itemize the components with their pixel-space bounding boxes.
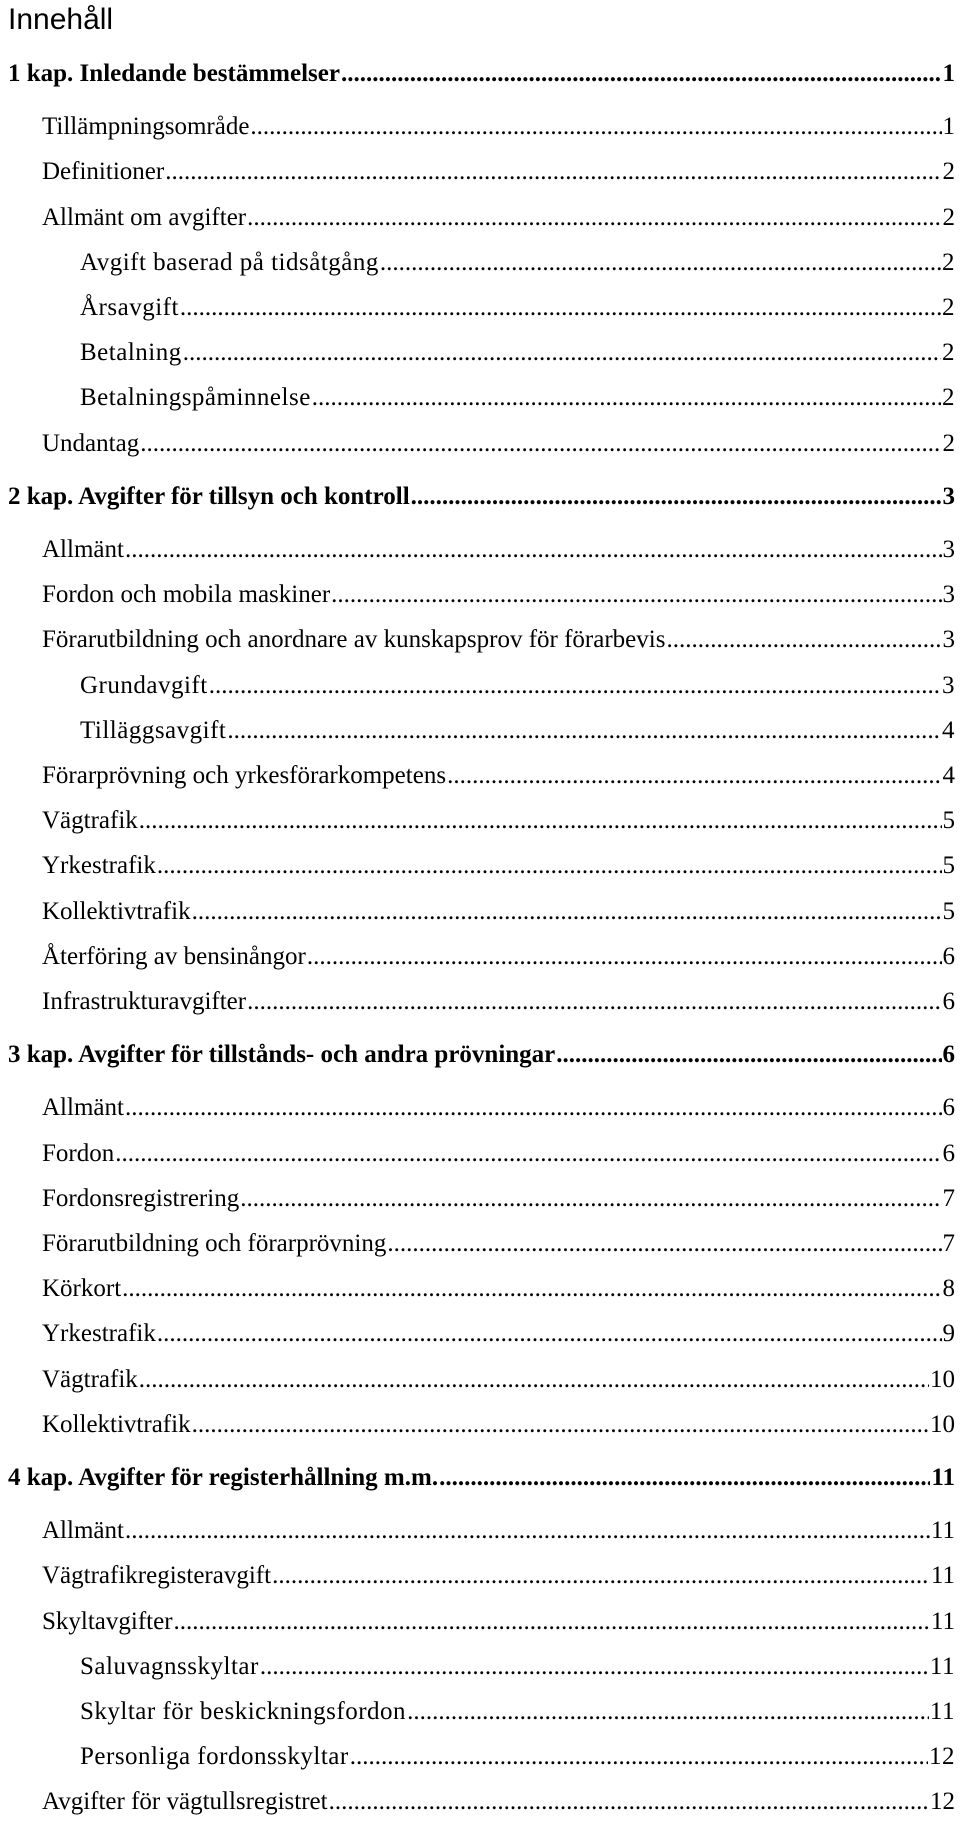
toc-section-entry[interactable] <box>42 1316 955 1352</box>
toc-page-number: 11 <box>930 1607 955 1635</box>
toc-page-number: 11 <box>929 1652 955 1680</box>
toc-chapter-entry[interactable] <box>8 1460 955 1496</box>
toc-entry-label: Yrkestrafik <box>42 1320 156 1348</box>
toc-chapter-entry[interactable] <box>8 56 955 92</box>
toc-entry-label: Skyltar för beskickningsfordon <box>80 1698 407 1725</box>
toc-page-number: 6 <box>942 1139 955 1167</box>
toc-page-number: 2 <box>942 294 955 321</box>
toc-page-number: 2 <box>942 339 955 367</box>
toc-page-number: 5 <box>942 852 955 880</box>
toc-page-number: 6 <box>942 1094 955 1122</box>
toc-dot-leader <box>439 1460 930 1496</box>
toc-section-entry[interactable] <box>42 1407 955 1443</box>
toc-section-entry[interactable] <box>42 622 955 658</box>
toc-entry-label: Skyltavgifter <box>42 1607 173 1635</box>
toc-dot-leader <box>350 1739 928 1775</box>
toc-entry-label: Definitioner <box>42 158 165 186</box>
toc-section-entry[interactable] <box>42 758 955 794</box>
toc-section-entry[interactable] <box>42 532 955 568</box>
toc-subsection-entry[interactable] <box>80 1739 955 1775</box>
toc-entry-label: Fordonsregistrering <box>42 1184 240 1212</box>
toc-subsection-entry[interactable] <box>80 335 955 371</box>
toc-dot-leader <box>250 109 941 145</box>
toc-page-number: 11 <box>930 1562 955 1590</box>
toc-subsection-entry[interactable] <box>80 713 955 749</box>
toc-page-number: 6 <box>942 942 955 970</box>
toc-dot-leader <box>387 1226 941 1262</box>
toc-entry-label: Allmänt <box>42 1517 124 1545</box>
toc-dot-leader <box>380 245 941 281</box>
toc-entry-label: Yrkestrafik <box>42 852 156 880</box>
toc-entry-label: Grundavgift <box>80 671 208 699</box>
toc-page-number: 5 <box>942 807 955 835</box>
toc-dot-leader <box>165 154 941 190</box>
toc-dot-leader <box>125 1090 942 1126</box>
toc-entry-label: Allmänt <box>42 1094 124 1122</box>
toc-section-entry[interactable] <box>42 1181 955 1217</box>
toc-page-number: 3 <box>942 626 955 654</box>
toc-subsection-entry[interactable] <box>80 290 955 326</box>
toc-dot-leader <box>125 1513 930 1549</box>
toc-page-number: 3 <box>942 671 955 699</box>
toc-dot-leader <box>139 803 942 839</box>
toc-dot-leader <box>192 894 942 930</box>
toc-dot-leader <box>139 1362 929 1398</box>
toc-entry-label: Saluvagnsskyltar <box>80 1652 259 1680</box>
toc-page-number: 4 <box>942 762 955 789</box>
toc-section-entry[interactable] <box>42 1362 955 1398</box>
toc-entry-label: 4 kap. Avgifter för registerhållning m.m. <box>8 1464 439 1491</box>
toc-subsection-entry[interactable] <box>80 668 955 704</box>
toc-entry-label: 2 kap. Avgifter för tillsyn och kontroll <box>8 482 410 510</box>
toc-dot-leader <box>157 848 942 884</box>
toc-dot-leader <box>125 532 942 568</box>
toc-subsection-entry[interactable] <box>80 380 955 416</box>
toc-entry-label: Vägtrafik <box>42 1365 138 1393</box>
toc-dot-leader <box>411 479 942 515</box>
toc-dot-leader <box>115 1136 941 1172</box>
toc-dot-leader <box>122 1271 941 1307</box>
toc-section-entry[interactable] <box>42 1604 955 1640</box>
toc-entry-label: Kollektivtrafik <box>42 897 191 925</box>
toc-entry-label: Allmänt om avgifter <box>42 203 247 231</box>
toc-section-entry[interactable] <box>42 577 955 613</box>
toc-entry-label: Undantag <box>42 429 140 457</box>
toc-subsection-entry[interactable] <box>80 245 955 281</box>
toc-dot-leader <box>180 290 941 326</box>
toc-entry-label: Fordon och mobila maskiner <box>42 581 331 609</box>
toc-page-number: 10 <box>930 1365 955 1393</box>
toc-page-number: 6 <box>942 988 955 1015</box>
toc-entry-label: Betalning <box>80 339 182 367</box>
toc-entry-label: Personliga fordonsskyltar <box>80 1743 349 1771</box>
toc-dot-leader <box>272 1558 930 1594</box>
toc-section-entry[interactable] <box>42 109 955 145</box>
toc-dot-leader <box>227 713 941 749</box>
toc-title: Innehåll <box>8 3 114 36</box>
toc-entry-label: Avgifter för vägtullsregistret <box>42 1788 328 1816</box>
toc-section-entry[interactable] <box>42 1784 955 1820</box>
toc-section-entry[interactable] <box>42 426 955 462</box>
toc-entry-label: Återföring av bensinångor <box>42 942 306 970</box>
toc-dot-leader <box>209 668 941 704</box>
toc-page-number: 11 <box>931 1464 955 1491</box>
toc-section-entry[interactable] <box>42 1090 955 1126</box>
toc-page-number: 12 <box>930 1788 955 1816</box>
toc-dot-leader <box>407 1694 929 1730</box>
toc-entry-label: Förarutbildning och anordnare av kunskapsprov för förarbevis <box>42 626 666 654</box>
toc-page-number: 5 <box>942 897 955 925</box>
toc-entry-label: Avgift baserad på tidsåtgång <box>80 248 379 276</box>
toc-entry-label: Tilläggsavgift <box>80 716 227 744</box>
toc-page-number: 2 <box>942 248 955 276</box>
toc-section-entry[interactable] <box>42 1558 955 1594</box>
toc-page-number: 6 <box>942 1041 955 1069</box>
toc-dot-leader <box>247 984 941 1020</box>
toc-dot-leader <box>247 200 941 236</box>
toc-entry-label: Årsavgift <box>80 294 179 321</box>
toc-page-number: 12 <box>929 1743 955 1771</box>
toc-page-number: 4 <box>942 716 955 744</box>
toc-dot-leader <box>312 380 941 416</box>
toc-page-number: 3 <box>942 581 955 609</box>
toc-section-entry[interactable] <box>42 1513 955 1549</box>
toc-entry-label: Kollektivtrafik <box>42 1410 191 1438</box>
toc-page-number: 8 <box>942 1275 955 1303</box>
toc-section-entry[interactable] <box>42 894 955 930</box>
toc-section-entry[interactable] <box>42 803 955 839</box>
toc-dot-leader <box>556 1037 941 1073</box>
toc-section-entry[interactable] <box>42 154 955 190</box>
toc-entry-label: Tillämpningsområde <box>42 113 250 141</box>
toc-dot-leader <box>329 1784 929 1820</box>
toc-page-number: 3 <box>942 536 955 563</box>
toc-entry-label: Betalningspåminnelse <box>80 384 311 412</box>
toc-section-entry[interactable] <box>42 848 955 884</box>
toc-entry-label: Förarprövning och yrkesförarkompetens <box>42 762 447 789</box>
toc-page-number: 1 <box>942 60 955 87</box>
toc-section-entry[interactable] <box>42 1136 955 1172</box>
toc-section-entry[interactable] <box>42 984 955 1020</box>
toc-page-number: 10 <box>930 1410 955 1438</box>
toc-dot-leader <box>447 758 941 794</box>
toc-page-number: 7 <box>942 1230 955 1257</box>
toc-page-number: 2 <box>942 384 955 412</box>
toc-dot-leader <box>666 622 941 658</box>
toc-dot-leader <box>307 939 942 975</box>
toc-page-number: 11 <box>929 1698 955 1725</box>
toc-entry-label: Förarutbildning och förarprövning <box>42 1230 387 1257</box>
toc-subsection-entry[interactable] <box>80 1694 955 1730</box>
toc-entry-label: Infrastrukturavgifter <box>42 988 247 1015</box>
toc-page-number: 1 <box>942 113 955 141</box>
toc-entry-label: 3 kap. Avgifter för tillstånds- och andra prövningar <box>8 1041 556 1069</box>
toc-chapter-entry[interactable] <box>8 1037 955 1073</box>
toc-dot-leader <box>240 1181 941 1217</box>
toc-entry-label: 1 kap. Inledande bestämmelser <box>8 60 340 87</box>
toc-section-entry[interactable] <box>42 1226 955 1262</box>
toc-page-number: 2 <box>942 158 955 186</box>
toc-subsection-entry[interactable] <box>80 1649 955 1685</box>
toc-dot-leader <box>260 1649 929 1685</box>
toc-page-number: 7 <box>942 1184 955 1212</box>
toc-dot-leader <box>157 1316 942 1352</box>
toc-dot-leader <box>192 1407 929 1443</box>
toc-dot-leader <box>183 335 941 371</box>
toc-entry-label: Allmänt <box>42 536 124 563</box>
toc-entry-label: Körkort <box>42 1275 122 1303</box>
toc-page-number: 9 <box>942 1320 955 1348</box>
toc-section-entry[interactable] <box>42 200 955 236</box>
toc-chapter-entry[interactable] <box>8 479 955 515</box>
toc-page-number: 2 <box>942 203 955 231</box>
toc-entry-label: Vägtrafik <box>42 807 138 835</box>
toc-section-entry[interactable] <box>42 1271 955 1307</box>
toc-dot-leader <box>174 1604 930 1640</box>
toc-dot-leader <box>331 577 941 613</box>
toc-entry-label: Fordon <box>42 1139 115 1167</box>
toc-dot-leader <box>341 56 942 92</box>
toc-page-number: 3 <box>942 482 955 510</box>
toc-entry-label: Vägtrafikregisteravgift <box>42 1562 272 1590</box>
toc-dot-leader <box>140 426 941 462</box>
toc-section-entry[interactable] <box>42 939 955 975</box>
toc-page-number: 11 <box>930 1517 955 1545</box>
toc-page-number: 2 <box>942 429 955 457</box>
